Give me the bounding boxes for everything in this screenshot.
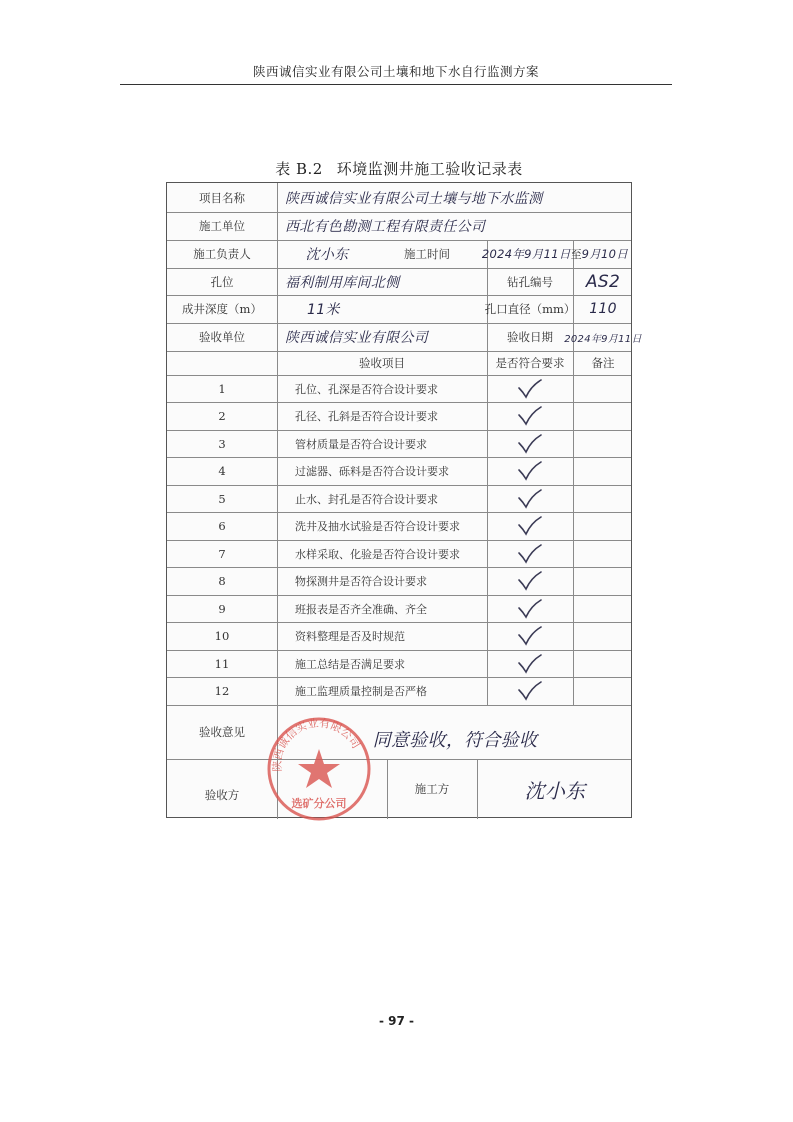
checklist-row-item: 孔位、孔深是否符合设计要求 bbox=[295, 382, 438, 396]
time-start: 2024年9月11日 bbox=[481, 247, 571, 261]
checklist-row-number: 8 bbox=[218, 574, 226, 589]
checklist-row-item: 班报表是否齐全准确、齐全 bbox=[295, 602, 427, 616]
page-number: - 97 - bbox=[378, 1014, 414, 1028]
drill-no-label: 钻孔编号 bbox=[507, 274, 553, 289]
opinion-value: 同意验收，符合验收 bbox=[372, 730, 538, 751]
checklist-row-number: 7 bbox=[218, 546, 226, 561]
table-number: 表 B.2 bbox=[275, 160, 323, 178]
check-mark-icon bbox=[487, 375, 573, 403]
depth-value: 11米 bbox=[307, 302, 340, 318]
col-header-item: 验收项目 bbox=[359, 356, 405, 370]
checklist-row-item: 资料整理是否及时规范 bbox=[295, 630, 405, 644]
col-header-note: 备注 bbox=[591, 356, 615, 370]
checklist-row-number: 11 bbox=[214, 656, 230, 671]
depth-label: 成井深度（m） bbox=[182, 302, 262, 316]
check-mark-icon bbox=[487, 430, 573, 458]
checklist-row-number: 1 bbox=[218, 381, 226, 396]
checklist-row-number: 10 bbox=[214, 629, 230, 644]
leader-value: 沈小东 bbox=[305, 247, 349, 263]
col-header-pass: 是否符合要求 bbox=[495, 356, 565, 370]
acceptance-form bbox=[166, 182, 642, 818]
check-mark-icon bbox=[487, 540, 573, 568]
checklist-row-number: 5 bbox=[218, 491, 226, 506]
project-name-value: 陕西诚信实业有限公司土壤与地下水监测 bbox=[285, 190, 543, 207]
check-mark-icon bbox=[487, 650, 573, 678]
checklist-row-item: 施工总结是否满足要求 bbox=[295, 657, 405, 671]
acceptor-label: 验收单位 bbox=[199, 330, 245, 344]
contractor-value: 西北有色勘测工程有限责任公司 bbox=[285, 219, 486, 235]
checklist-row-item: 物探测井是否符合设计要求 bbox=[295, 575, 427, 589]
position-value: 福利制用库间北侧 bbox=[285, 274, 400, 291]
checklist-row-number: 2 bbox=[218, 409, 226, 424]
checklist-row-item: 过滤器、砾料是否符合设计要求 bbox=[295, 465, 449, 479]
check-mark-icon bbox=[487, 403, 573, 431]
running-header: 陕西诚信实业有限公司土壤和地下水自行监测方案 bbox=[252, 64, 539, 79]
contractor-signature: 沈小东 bbox=[524, 778, 586, 803]
check-mark-icon bbox=[487, 513, 573, 541]
acceptor-value: 陕西诚信实业有限公司 bbox=[285, 330, 428, 346]
check-mark-icon bbox=[487, 485, 573, 513]
checklist-row-item: 止水、封孔是否符合设计要求 bbox=[295, 492, 438, 506]
checklist-row-item: 管材质量是否符合设计要求 bbox=[295, 437, 427, 451]
checklist-row-number: 3 bbox=[218, 436, 226, 451]
contractor-party-label: 施工方 bbox=[414, 782, 450, 796]
contractor-label: 施工单位 bbox=[199, 219, 245, 233]
position-label: 孔位 bbox=[210, 274, 234, 289]
checklist-row-item: 施工监理质量控制是否严格 bbox=[295, 685, 427, 699]
accept-date-label: 验收日期 bbox=[507, 330, 553, 344]
table-title bbox=[166, 158, 632, 179]
checklist-row-item: 水样采取、化验是否符合设计要求 bbox=[295, 547, 460, 561]
leader-label: 施工负责人 bbox=[193, 247, 251, 261]
diameter-label: 孔口直径（mm） bbox=[484, 302, 576, 316]
check-mark-icon bbox=[487, 623, 573, 651]
checklist-row-number: 4 bbox=[218, 464, 226, 479]
checklist-row-item: 洗井及抽水试验是否符合设计要求 bbox=[295, 520, 460, 534]
accept-date-value: 2024年9月11日 bbox=[564, 333, 642, 345]
drill-no-value: AS2 bbox=[585, 271, 621, 292]
check-mark-icon bbox=[487, 678, 573, 706]
check-mark-icon bbox=[487, 595, 573, 623]
time-separator: 至 bbox=[570, 248, 582, 261]
project-name-label: 项目名称 bbox=[199, 190, 245, 205]
construction-time bbox=[477, 240, 633, 268]
time-label: 施工时间 bbox=[404, 247, 450, 261]
checklist-row-number: 6 bbox=[218, 519, 226, 534]
acceptor-party-label: 验收方 bbox=[204, 788, 240, 802]
diameter-value: 110 bbox=[589, 301, 617, 317]
check-mark-icon bbox=[487, 568, 573, 596]
seal-branch-text: 选矿分公司 bbox=[291, 797, 347, 810]
checklist-row-number: 12 bbox=[214, 684, 230, 699]
opinion-label: 验收意见 bbox=[199, 725, 245, 739]
time-end: 9月10日 bbox=[581, 247, 629, 261]
header-rule bbox=[120, 84, 672, 85]
seal-org-text: 陕西诚信实业有限公司 bbox=[270, 716, 363, 772]
table-title-text: 环境监测井施工验收记录表 bbox=[336, 160, 523, 178]
check-mark-icon bbox=[487, 458, 573, 486]
checklist-row-number: 9 bbox=[218, 601, 226, 616]
checklist-row-item: 孔径、孔斜是否符合设计要求 bbox=[295, 410, 438, 424]
